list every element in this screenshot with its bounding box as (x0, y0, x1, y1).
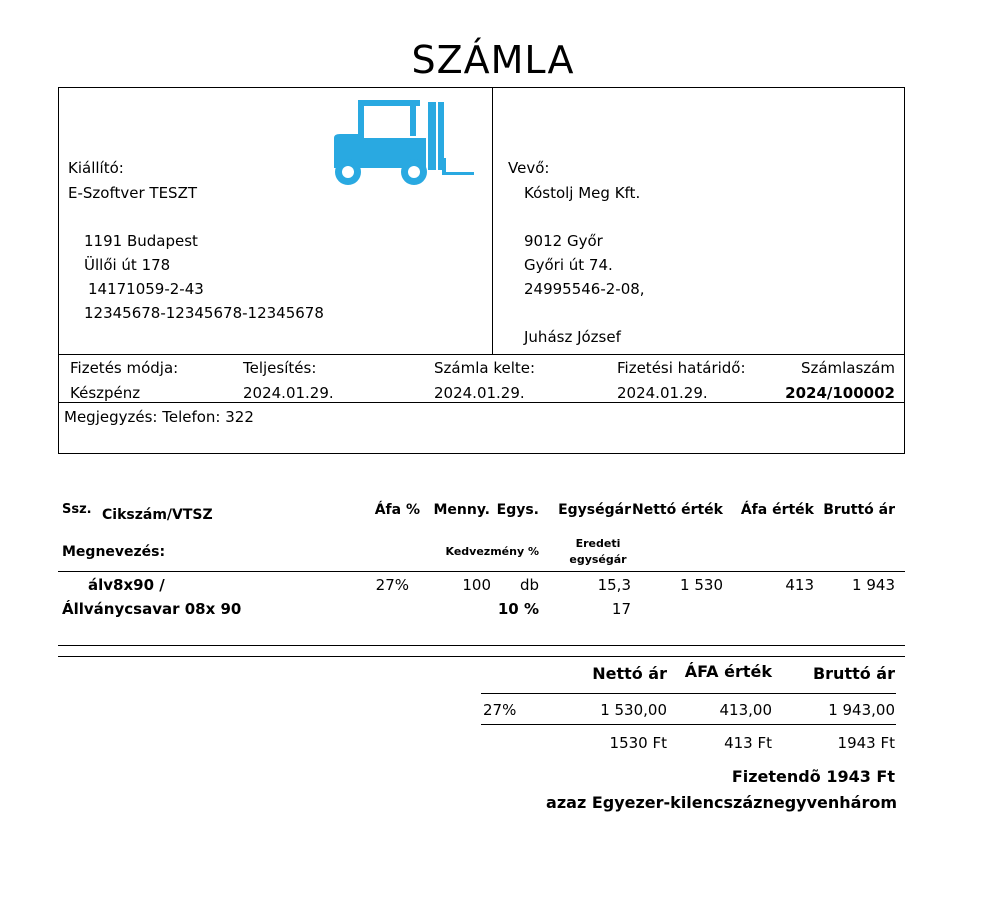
buyer-street: Győri út 74. (524, 256, 613, 274)
col-header-orig-price-2: egységár (569, 553, 627, 566)
col-header-orig-price-1: Eredeti (575, 537, 621, 550)
summary-net: 1 530,00 (600, 701, 667, 719)
summary-gross-label: Bruttó ár (812, 664, 895, 683)
col-header-name: Megnevezés: (62, 544, 166, 560)
col-header-item-code: Cikszám/VTSZ (102, 507, 213, 523)
seller-label: Kiállító: (68, 159, 124, 177)
col-header-discount: Kedvezmény % (445, 545, 539, 558)
total-vat: 413 Ft (724, 734, 772, 752)
col-header-unit: Egys. (496, 502, 539, 518)
seller-tax-id: 14171059-2-43 (88, 280, 204, 298)
item-unit-price: 15,3 (597, 576, 631, 594)
invoice-date: 2024.01.29. (434, 384, 525, 402)
total-net: 1530 Ft (609, 734, 667, 752)
item-vat-value: 413 (785, 576, 814, 594)
invoice-number-label: Számlaszám (800, 359, 895, 377)
col-header-vat-pct: Áfa % (374, 502, 420, 518)
due-date: 2024.01.29. (617, 384, 708, 402)
item-qty: 100 (462, 576, 491, 594)
seller-street: Üllői út 178 (84, 256, 171, 274)
summary-header-rule (481, 693, 896, 694)
invoice-date-label: Számla kelte: (434, 359, 536, 377)
item-net-value: 1 530 (680, 576, 723, 594)
item-unit: db (519, 576, 539, 594)
col-header-vat-value: Áfa érték (740, 502, 814, 518)
col-header-qty: Menny. (433, 502, 490, 518)
payment-method: Készpénz (70, 384, 141, 402)
payment-method-label: Fizetés módja: (70, 359, 179, 377)
col-header-unit-price: Egységár (558, 502, 631, 518)
fulfillment-label: Teljesítés: (243, 359, 317, 377)
items-header-rule (58, 571, 905, 572)
summary-rate: 27% (483, 701, 517, 719)
col-header-net-value: Nettó érték (632, 502, 723, 518)
item-name: Állványcsavar 08x 90 (62, 600, 242, 618)
item-gross: 1 943 (852, 576, 895, 594)
forklift-icon (330, 98, 478, 186)
item-vat-pct: 27% (375, 576, 409, 594)
col-header-gross: Bruttó ár (823, 502, 895, 518)
items-end-rule-2 (58, 656, 905, 657)
item-discount: 10 % (497, 600, 539, 618)
items-end-rule-1 (58, 645, 905, 646)
item-orig-price: 17 (611, 600, 631, 618)
seller-name: E-Szoftver TESZT (68, 184, 198, 202)
buyer-tax-id: 24995546-2-08, (524, 280, 645, 298)
buyer-city: 9012 Győr (524, 232, 603, 250)
document-title: SZÁMLA (411, 38, 575, 82)
invoice-number: 2024/100002 (785, 384, 895, 402)
summary-gross: 1 943,00 (828, 701, 895, 719)
invoice-note: Megjegyzés: Telefon: 322 (64, 408, 254, 426)
buyer-label: Vevő: (508, 159, 550, 177)
item-code: álv8x90 / (88, 576, 165, 594)
due-date-label: Fizetési határidő: (617, 359, 746, 377)
buyer-name: Kóstolj Meg Kft. (524, 184, 641, 202)
fulfillment-date: 2024.01.29. (243, 384, 334, 402)
buyer-contact: Juhász József (524, 328, 621, 346)
summary-net-label: Nettó ár (592, 664, 667, 683)
party-divider (492, 87, 493, 355)
summary-vat: 413,00 (719, 701, 772, 719)
meta-bottom-rule (58, 402, 905, 403)
summary-row-rule (481, 724, 896, 725)
summary-vat-label: ÁFA érték (684, 662, 772, 681)
total-gross: 1943 Ft (837, 734, 895, 752)
amount-in-words: azaz Egyezer-kilencszáznegyvenhárom (546, 793, 897, 812)
seller-bank-account: 12345678-12345678-12345678 (84, 304, 324, 322)
amount-payable: Fizetendõ 1943 Ft (731, 767, 895, 786)
meta-top-rule (58, 354, 905, 355)
seller-city: 1191 Budapest (84, 232, 198, 250)
col-header-no: Ssz. (62, 502, 92, 517)
